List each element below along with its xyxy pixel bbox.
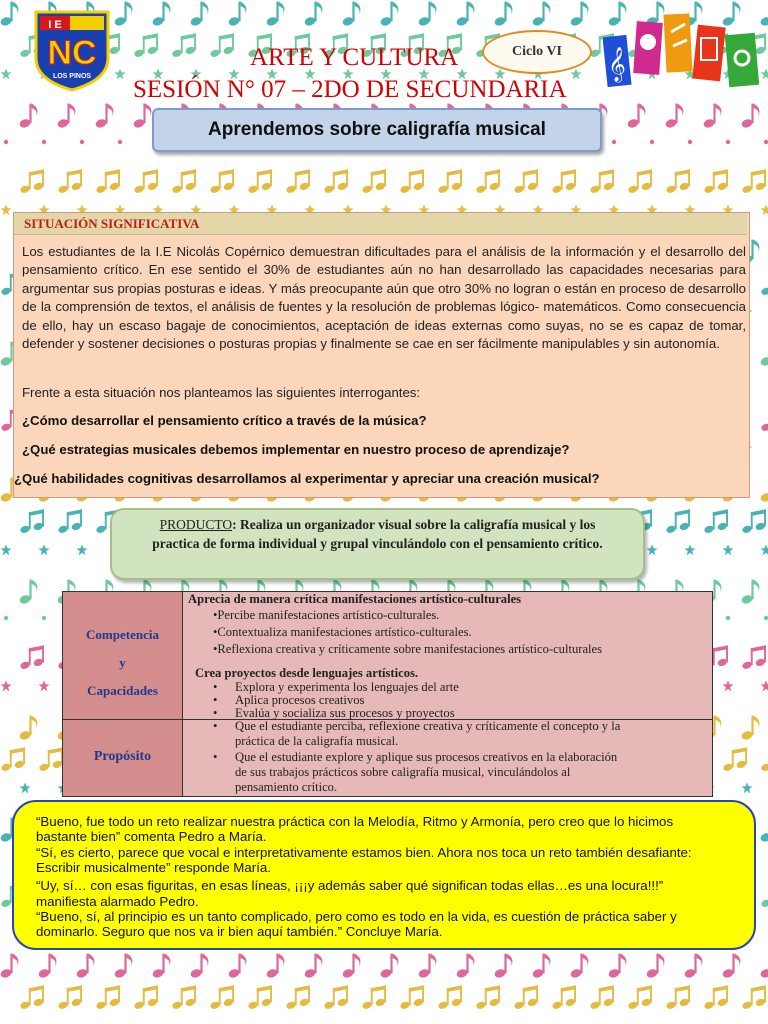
logo-bottom-text: LOS PINOS <box>52 73 92 80</box>
purpose-item: pensamiento crítico. <box>235 780 338 794</box>
music-note-icon <box>227 2 246 27</box>
question-1: ¿Cómo desarrollar el pensamiento crítico a través de la música? <box>22 413 427 428</box>
music-note-icon <box>759 954 768 979</box>
star-icon <box>647 545 658 556</box>
music-note-icon <box>38 747 63 772</box>
dot-icon <box>42 140 46 144</box>
music-note-icon <box>303 954 322 979</box>
music-note-icon <box>722 747 747 772</box>
music-note-icon <box>531 954 550 979</box>
dialogue-line: “Uy, sí… con esas figuritas, en esas líneas, ¡¡¡y además saber qué significan todas ellas…es una locura!!!” <box>36 878 664 893</box>
dot-icon <box>4 140 8 144</box>
star-icon <box>39 681 50 692</box>
logo-top-text: I E <box>48 19 62 31</box>
music-note-icon <box>437 169 462 194</box>
music-note-icon <box>151 954 170 979</box>
dot-icon <box>4 616 8 620</box>
music-note-icon <box>18 716 37 741</box>
dot-icon <box>688 140 692 144</box>
music-note-icon <box>323 985 348 1010</box>
music-note-icon <box>227 954 246 979</box>
music-note-icon <box>19 645 44 670</box>
music-note-icon <box>285 985 310 1010</box>
music-note-icon <box>455 2 474 27</box>
music-note-icon <box>265 954 284 979</box>
music-note-icon <box>702 104 721 129</box>
dialogue-line: Escribir musicalmente” responde María. <box>36 860 271 875</box>
music-note-icon <box>760 747 768 772</box>
purpose-item: de sus trabajos prácticos sobre caligrafía musical, vinculándolos al <box>235 765 571 779</box>
music-note-icon <box>132 104 151 129</box>
music-note-icon <box>741 985 766 1010</box>
purpose-label-cell <box>63 720 183 796</box>
music-note-icon <box>645 954 664 979</box>
dot-icon <box>726 140 730 144</box>
music-note-icon <box>171 33 196 58</box>
music-note-icon <box>133 33 158 58</box>
competence-label-cell <box>63 592 183 720</box>
star-icon <box>77 545 88 556</box>
dot-icon <box>118 140 122 144</box>
music-note-icon <box>741 645 766 670</box>
lesson-subtitle: Aprendemos sobre caligrafía musical <box>152 108 602 152</box>
music-note-icon <box>493 2 512 27</box>
dot-icon <box>650 140 654 144</box>
music-note-icon <box>569 2 588 27</box>
music-note-icon <box>589 985 614 1010</box>
purpose-label: Propósito <box>93 749 152 764</box>
music-note-icon <box>95 985 120 1010</box>
star-icon <box>39 545 50 556</box>
star-icon <box>685 545 696 556</box>
music-note-icon <box>94 104 113 129</box>
star-icon <box>0 681 11 692</box>
music-note-icon <box>171 169 196 194</box>
music-note-icon <box>341 2 360 27</box>
music-note-icon <box>133 169 158 194</box>
star-icon <box>742 783 753 794</box>
star-icon <box>723 681 734 692</box>
music-note-icon <box>741 509 766 534</box>
music-note-icon <box>18 580 37 605</box>
star-icon <box>115 69 126 80</box>
music-note-icon <box>361 169 386 194</box>
music-note-icon <box>417 2 436 27</box>
competence-2-bullet: • <box>213 680 218 694</box>
music-note-icon <box>19 169 44 194</box>
star-icon <box>20 783 31 794</box>
music-note-icon <box>607 954 626 979</box>
music-note-icon <box>171 985 196 1010</box>
star-icon <box>761 681 768 692</box>
competence-table <box>62 591 713 797</box>
purpose-item: Que el estudiante perciba, reflexione creativa y críticamente el concepto y la <box>235 719 621 733</box>
music-note-icon <box>551 169 576 194</box>
dialogue-line: “Sí, es cierto, parece que vocal e interpretativamente estamos bien. Ahora nos toca un reto también desafiante: <box>36 845 692 860</box>
dialogue-line: manifiesta alarmado Pedro. <box>36 894 199 909</box>
situation-intro: Frente a esta situación nos planteamos las siguientes interrogantes: <box>22 385 421 400</box>
music-note-icon <box>57 985 82 1010</box>
page-title: ARTE Y CULTURA <box>250 44 459 71</box>
question-2: ¿Qué estrategias musicales debemos implementar en nuestro proceso de aprendizaje? <box>22 442 570 457</box>
dialogue-box <box>12 800 756 950</box>
music-note-icon <box>113 954 132 979</box>
music-note-icon <box>209 985 234 1010</box>
music-note-icon <box>455 954 474 979</box>
music-note-icon <box>759 342 768 367</box>
music-note-icon <box>740 580 759 605</box>
competence-2-item: Aplica procesos creativos <box>235 693 365 707</box>
music-note-icon <box>399 985 424 1010</box>
music-note-icon <box>760 407 768 432</box>
music-note-icon <box>379 954 398 979</box>
music-note-icon <box>379 2 398 27</box>
capacities-label: Capacidades <box>87 683 158 698</box>
dialogue-line: dominarlo. Seguro que nos va ir bien aquí también.” Concluye María. <box>36 924 443 939</box>
star-icon <box>761 69 768 80</box>
dot-icon <box>764 140 768 144</box>
star-icon <box>723 545 734 556</box>
music-note-icon <box>189 2 208 27</box>
purpose-item: Que el estudiante explore y aplique sus procesos creativos en la elaboración <box>235 750 618 764</box>
music-note-icon <box>247 985 272 1010</box>
competence-1-item: •Percibe manifestaciones artístico-culturales. <box>213 608 440 622</box>
product-box <box>110 508 645 580</box>
music-note-icon <box>740 716 759 741</box>
music-note-icon <box>759 818 768 843</box>
question-3: ¿Qué habilidades cognitivas desarrollamos al experimentar y apreciar una creación musical? <box>14 471 600 486</box>
music-note-icon <box>589 169 614 194</box>
music-note-icon <box>531 2 550 27</box>
competence-2-item: Explora y experimenta los lenguajes del arte <box>235 680 459 694</box>
svg-text:𝄞: 𝄞 <box>608 47 626 82</box>
star-icon <box>571 69 582 80</box>
music-note-icon <box>209 33 234 58</box>
music-note-icon <box>417 954 436 979</box>
music-note-icon <box>323 169 348 194</box>
music-note-icon <box>760 883 768 908</box>
music-note-icon <box>19 985 44 1010</box>
star-icon <box>0 69 11 80</box>
music-note-icon <box>95 169 120 194</box>
music-note-icon <box>721 954 740 979</box>
logo-text: NC <box>47 34 97 72</box>
competence-2-title: Crea proyectos desde lenguajes artísticos. <box>195 666 419 680</box>
competence-1-item: •Reflexiona creativa y críticamente sobre manifestaciones artístico-culturales <box>213 642 603 656</box>
arts-icon <box>603 12 759 92</box>
cycle-badge: Ciclo VI <box>482 30 592 74</box>
music-note-icon <box>37 954 56 979</box>
music-note-icon <box>151 2 170 27</box>
music-note-icon <box>703 169 728 194</box>
dialogue-line: “Bueno, fue todo un reto realizar nuestra práctica con la Melodía, Ritmo y Armonía, pero creo que lo hicimos <box>36 814 674 829</box>
music-note-icon <box>664 104 683 129</box>
star-icon <box>761 545 768 556</box>
music-note-icon <box>626 104 645 129</box>
music-note-icon <box>285 169 310 194</box>
music-note-icon <box>399 169 424 194</box>
music-note-icon <box>75 954 94 979</box>
situation-body: Los estudiantes de la I.E Nicolás Copérnico demuestran dificultades para el análisis de la información y el desarrollo del pensamiento crítico. En ese sentido el 30% de estudiantes aún no han desarrollado las capacidades necesarias para argumentar sus propias posturas e ideas. Y más preocupante aún que otro 30% no logran o están en proceso de desarrollo de la comprensión de textos, el análisis de fuentes y la resolución de problemas lógico- matemáticos. Como consecuencia de ello, hay un escaso bagaje de conocimientos, aceptación de ideas externas como suyas, no se es capaz de tomar, defender y sostener decisiones o posturas propias y finalmente se cae en ser fácilmente manipulables y sin autonomía. <box>22 244 746 352</box>
school-logo <box>32 10 112 92</box>
competence-2-bullet: • <box>213 706 218 720</box>
competence-2-item: Evalúa y socializa sus procesos y proyectos <box>235 706 455 720</box>
music-note-icon <box>18 104 37 129</box>
dot-icon <box>42 616 46 620</box>
music-note-icon <box>361 985 386 1010</box>
music-note-icon <box>0 954 18 979</box>
music-note-icon <box>475 985 500 1010</box>
star-icon <box>0 545 11 556</box>
product-label: PRODUCTO <box>159 517 233 532</box>
music-note-icon <box>665 509 690 534</box>
product-text: : Realiza un organizador visual sobre la caligrafía musical y los practica de forma individual y grupal vinculándolo con el pensamiento crítico. <box>152 517 603 551</box>
music-note-icon <box>133 985 158 1010</box>
dot-icon <box>612 140 616 144</box>
music-note-icon <box>759 478 768 503</box>
music-note-icon <box>703 985 728 1010</box>
dot-icon <box>80 140 84 144</box>
music-note-icon <box>19 509 44 534</box>
music-note-icon <box>493 954 512 979</box>
competence-1-title: Aprecia de manera crítica manifestaciones artístico-culturales <box>188 592 522 606</box>
situation-heading: SITUACIÓN SIGNIFICATIVA <box>14 213 747 235</box>
music-note-icon <box>665 169 690 194</box>
music-note-icon <box>760 271 768 296</box>
competence-label: Competencia <box>86 627 159 642</box>
music-note-icon <box>247 169 272 194</box>
music-note-icon <box>113 2 132 27</box>
dialogue-line: bastante bien” comenta Pedro a María. <box>36 829 267 844</box>
music-note-icon <box>57 169 82 194</box>
purpose-item: práctica de la caligrafía musical. <box>235 734 399 748</box>
music-note-icon <box>759 2 768 27</box>
music-note-icon <box>740 104 759 129</box>
music-note-icon <box>627 169 652 194</box>
music-note-icon <box>189 954 208 979</box>
music-note-icon <box>437 985 462 1010</box>
music-note-icon <box>0 747 25 772</box>
music-note-icon <box>475 169 500 194</box>
dot-icon <box>726 616 730 620</box>
music-note-icon <box>741 169 766 194</box>
music-note-icon <box>56 104 75 129</box>
music-note-icon <box>209 169 234 194</box>
purpose-bullet: • <box>213 750 218 764</box>
music-note-icon <box>341 954 360 979</box>
music-note-icon <box>683 954 702 979</box>
music-note-icon <box>665 985 690 1010</box>
star-icon <box>761 205 768 216</box>
star-icon <box>0 205 11 216</box>
dialogue-line: “Bueno, sí, al principio es un tanto complicado, pero como es todo en la vida, es cuestión de práctica saber y <box>36 909 677 924</box>
music-note-icon <box>513 169 538 194</box>
music-note-icon <box>265 2 284 27</box>
music-note-icon <box>57 509 82 534</box>
competence-label-connector: y <box>119 655 126 670</box>
music-note-icon <box>569 954 588 979</box>
music-note-icon <box>0 2 18 27</box>
music-note-icon <box>627 985 652 1010</box>
competence-2-bullet: • <box>213 693 218 707</box>
music-note-icon <box>703 509 728 534</box>
dot-icon <box>764 616 768 620</box>
music-note-icon <box>303 2 322 27</box>
competence-1-item: •Contextualiza manifestaciones artístico-culturales. <box>213 625 472 639</box>
situation-section <box>13 212 750 498</box>
music-note-icon <box>513 985 538 1010</box>
session-title: SESIÓN N° 07 – 2DO DE SECUNDARIA <box>133 76 567 103</box>
purpose-bullet: • <box>213 719 218 733</box>
music-note-icon <box>551 985 576 1010</box>
